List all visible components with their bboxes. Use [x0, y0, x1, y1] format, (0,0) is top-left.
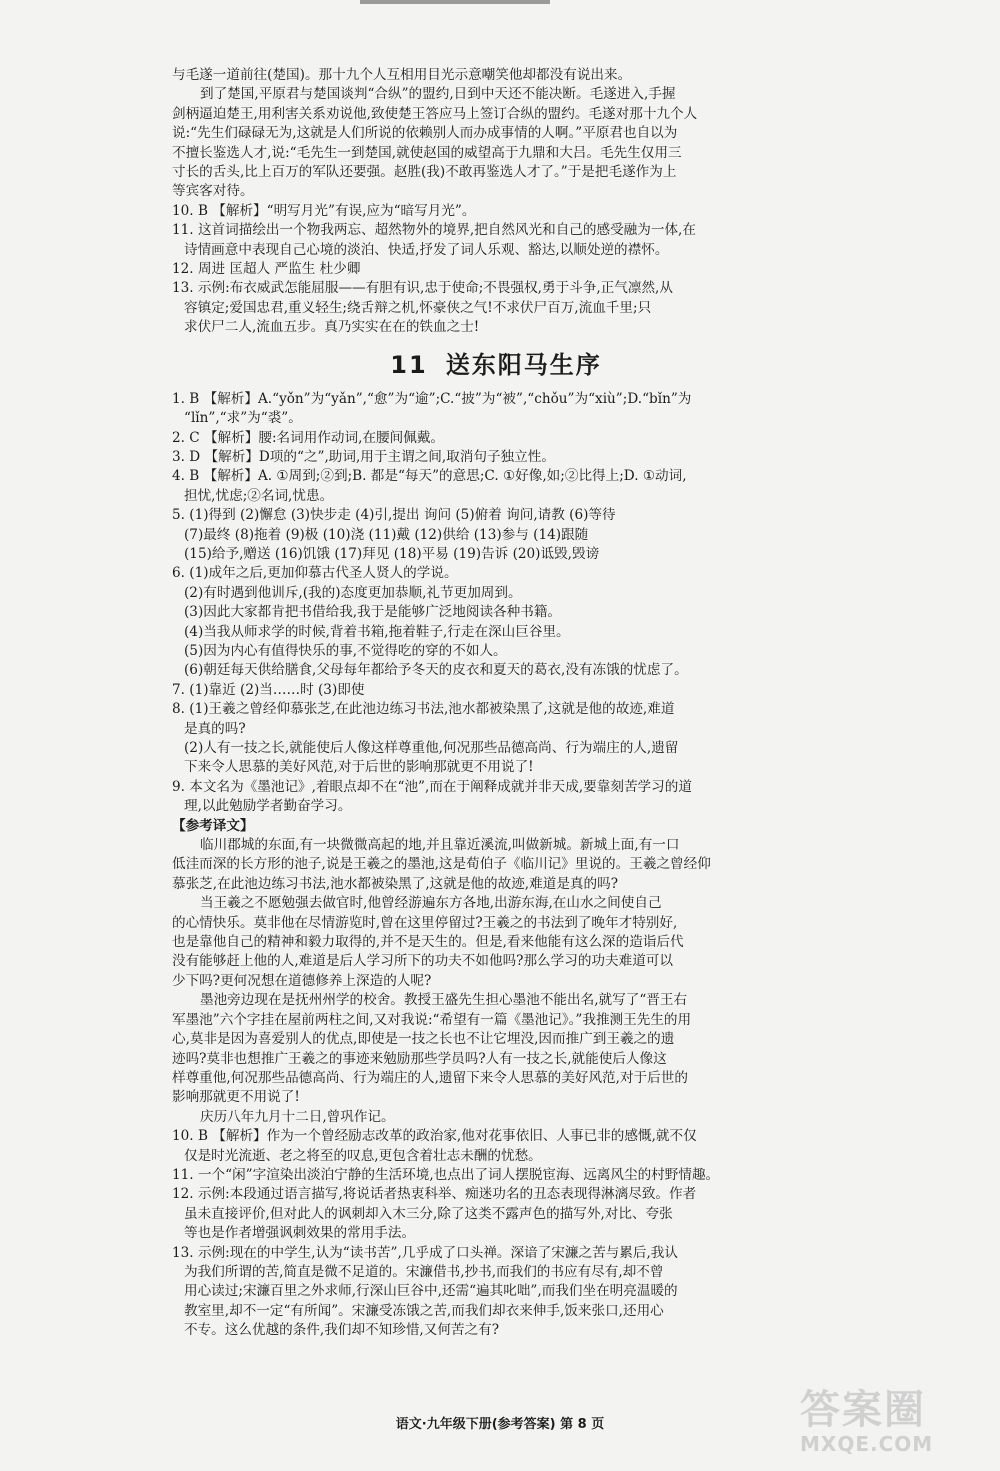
text-line: 13. 示例:布衣威武怎能屈服——有胆有识,忠于使命;不畏强权,勇于斗争,正气凛然,从 — [172, 280, 673, 297]
text-line: 理,以此勉励学者勤奋学习。 — [184, 798, 352, 815]
text-line: 没有能够赶上他的人,难道是后人学习所下的功夫不如他吗?那么学习的功夫难道可以 — [172, 953, 673, 970]
text-line: 样尊重他,何况那些品德高尚、行为端庄的人,遗留下来令人思慕的美好风范,对于后世的 — [172, 1069, 688, 1086]
text-line: 容镇定;爱国忠君,重义轻生;绕舌辩之机,怀豪侠之气!不求伏尸百万,流血千里;只 — [184, 299, 652, 316]
text-line: 5. (1)得到 (2)懈怠 (3)快步走 (4)引,提出 询问 (5)俯着 询问,请教 (6)等待 — [172, 507, 616, 524]
text-line: 12. 周进 匡超人 严监生 杜少卿 — [172, 261, 361, 278]
text-line: 用心读过;宋濂百里之外求师,行深山巨谷中,还需“遍其叱咄”,而我们坐在明亮温暖的 — [184, 1283, 678, 1300]
text-line: 仅是时光流逝、老之将至的叹息,更包含着壮志未酬的忧愁。 — [184, 1147, 542, 1164]
text-line: 10. B 【解析】“明写月光”有误,应为“暗写月光”。 — [172, 202, 476, 219]
text-line: (2)人有一技之长,就能使后人像这样尊重他,何况那些品德高尚、行为端庄的人,遗留 — [184, 740, 679, 756]
text-line: 2. C 【解析】腰:名词用作动词,在腰间佩戴。 — [172, 429, 445, 446]
top-rule — [360, 0, 550, 4]
text-line: 寸长的舌头,比上百万的军队还要强。赵胜(我)不敢再鉴选人才了。”于是把毛遂作为上 — [172, 164, 677, 181]
text-line: 等也是作者增强讽刺效果的常用手法。 — [184, 1225, 416, 1242]
text-line: (5)因为内心有值得快乐的事,不觉得吃的穿的不如人。 — [184, 642, 507, 659]
text-line: 的心情快乐。莫非他在尽情游览时,曾在这里停留过?王羲之的书法到了晚年才特别好, — [172, 914, 678, 931]
page-body — [172, 66, 820, 1341]
watermark — [800, 1388, 990, 1464]
answers-section-11 — [172, 390, 820, 1341]
text-line: 到了楚国,平原君与楚国谈判“合纵”的盟约,日到中天还不能决断。毛遂进入,手握 — [200, 86, 676, 103]
text-line: (6)朝廷每天供给膳食,父母每年都给予冬天的皮衣和夏天的葛衣,没有冻饿的忧虑了。 — [184, 662, 688, 679]
text-line: 教室里,却不一定“有所闻”。宋濂受冻饿之苦,而我们却衣来伸手,饭来张口,还用心 — [184, 1302, 664, 1319]
text-line: 11. 这首词描绘出一个物我两忘、超然物外的境界,把自然风光和自己的感受融为一体,在 — [172, 222, 696, 239]
section-title — [172, 348, 820, 382]
text-line: 9. 本文名为《墨池记》,着眼点却不在“池”,而在于阐释成就并非天成,要靠刻苦学习的道 — [172, 778, 692, 795]
text-line: (7)最终 (8)拖着 (9)极 (10)浇 (11)戴 (12)供给 (13)参与 (14)跟随 — [184, 526, 589, 543]
text-line: 说:“先生们碌碌无为,这就是人们所说的依赖别人而办成事情的人啊。”平原君也自以为 — [172, 125, 678, 142]
text-line: 与毛遂一道前往(楚国)。那十九个人互相用目光示意嘲笑他却都没有说出来。 — [172, 67, 632, 83]
text-line: 军墨池”六个字挂在屋前两柱之间,又对我说:“希望有一篇《墨池记》。”我推测王先生的用 — [172, 1011, 692, 1028]
text-line: 11. 一个“闲”字渲染出淡泊宁静的生活环境,也点出了词人摆脱宦海、远离风尘的村野情趣。 — [172, 1166, 720, 1183]
text-line: 4. B 【解析】A. ①周到;②到;B. 都是“每天”的意思;C. ①好像,如;②比得上;D. ①动词, — [172, 468, 687, 485]
text-line: 求伏尸二人,流血五步。真乃实实在在的铁血之士! — [184, 319, 480, 336]
text-line: (2)有时遇到他训斥,(我的)态度更加恭顺,礼节更加周到。 — [184, 584, 522, 601]
text-line: (3)因此大家都肯把书借给我,我于是能够广泛地阅读各种书籍。 — [184, 604, 562, 621]
text-line: 13. 示例:现在的中学生,认为“读书苦”,几乎成了口头禅。深谙了宋濂之苦与累后,我认 — [172, 1244, 678, 1261]
text-line: 心,莫非是因为喜爱别人的优点,即使是一技之长也不让它埋没,因而推广到王羲之的遗 — [172, 1031, 675, 1048]
text-line: 慕张芝,在此池边练习书法,池水都被染黑了,这就是他的故迹,难道是真的吗? — [172, 875, 618, 892]
text-line: 当王羲之不愿勉强去做官时,他曾经游遍东方各地,出游东海,在山水之间使自己 — [200, 895, 662, 912]
text-line: 等宾客对待。 — [172, 183, 254, 200]
text-line: 7. (1)靠近 (2)当……时 (3)即使 — [172, 681, 365, 698]
text-line: “lǐn”,“求”为“裘”。 — [184, 410, 302, 427]
text-line: 墨池旁边现在是抚州州学的校舍。教授王盛先生担心墨池不能出名,就写了“晋王右 — [200, 992, 688, 1009]
text-line: 少下吗?更何况想在道德修养上深造的人呢? — [172, 972, 432, 989]
text-line: 庆历八年九月十二日,曾巩作记。 — [200, 1108, 395, 1125]
text-line: 临川郡城的东面,有一块微微高起的地,并且靠近溪流,叫做新城。新城上面,有一口 — [200, 837, 680, 854]
text-line: 8. (1)王羲之曾经仰慕张芝,在此池边练习书法,池水都被染黑了,这就是他的故迹,难道 — [172, 701, 675, 718]
text-line: 虽未直接评价,但对此人的讽刺却入木三分,除了这类不露声色的描写外,对比、夸张 — [184, 1205, 673, 1222]
text-line: 影响那就更不用说了! — [172, 1089, 300, 1106]
text-line: 也是靠他自己的精神和毅力取得的,并不是天生的。但是,看来他能有这么深的造诣后代 — [172, 934, 684, 951]
text-line: 下来令人思慕的美好风范,对于后世的影响那就更不用说了! — [184, 759, 534, 776]
text-line: 【参考译文】 — [172, 817, 254, 834]
text-line: 不专。这么优越的条件,我们却不知珍惜,又何苦之有? — [184, 1322, 499, 1339]
page-footer: 语文·九年级下册(参考答案) 第 8 页 — [395, 1417, 605, 1432]
text-line: 剑柄逼迫楚王,用利害关系劝说他,致使楚王答应马上签订合纵的盟约。毛遂对那十九个人 — [172, 105, 698, 122]
text-line: 3. D 【解析】D项的“之”,助词,用于主谓之间,取消句子独立性。 — [172, 448, 555, 465]
text-line: 6. (1)成年之后,更加仰慕古代圣人贤人的学说。 — [172, 565, 458, 582]
text-line: 是真的吗? — [184, 720, 246, 737]
text-line: 诗情画意中表现自己心境的淡泊、快适,抒发了词人乐观、豁达,以顺处逆的襟怀。 — [184, 241, 669, 258]
watermark-url: MXQE.COM — [800, 1432, 934, 1456]
text-line: 低洼而深的长方形的池子,说是王羲之的墨池,这是荀伯子《临川记》里说的。王羲之曾经仰 — [172, 856, 711, 873]
text-line: 1. B 【解析】A.“yǒn”为“yǎn”,“愈”为“逾”;C.“披”为“被”,“chǒu”为“xiù”;D.“bǐn”为 — [172, 390, 692, 407]
text-line: 迹吗?莫非也想推广王羲之的事迹来勉励那些学员吗?人有一技之长,就能使后人像这 — [172, 1050, 667, 1067]
watermark-logo: 答案圈 — [800, 1387, 926, 1433]
text-line: 担忧,忧虑;②名词,忧患。 — [184, 487, 334, 504]
section-title-text: 送东阳马生序 — [445, 350, 602, 379]
text-line: (15)给予,赠送 (16)饥饿 (17)拜见 (18)平易 (19)告诉 (20)诋毁,毁谤 — [184, 545, 600, 562]
text-line: (4)当我从师求学的时候,背着书箱,拖着鞋子,行走在深山巨谷里。 — [184, 623, 570, 640]
text-line: 10. B 【解析】作为一个曾经励志改革的政治家,他对花事依旧、人事已非的感慨,就不仅 — [172, 1128, 697, 1145]
text-line: 12. 示例:本段通过语言描写,将说话者热衷科举、痴迷功名的丑态表现得淋漓尽致。作者 — [172, 1186, 697, 1203]
answers-prev-section — [172, 66, 820, 338]
text-line: 不擅长鉴选人才,说:“毛先生一到楚国,就使赵国的威望高于九鼎和大吕。毛先生仅用三 — [172, 144, 682, 161]
section-number: 11 — [390, 350, 428, 379]
text-line: 为我们所谓的苦,简直是微不足道的。宋濂借书,抄书,而我们的书应有尽有,却不曾 — [184, 1263, 664, 1280]
